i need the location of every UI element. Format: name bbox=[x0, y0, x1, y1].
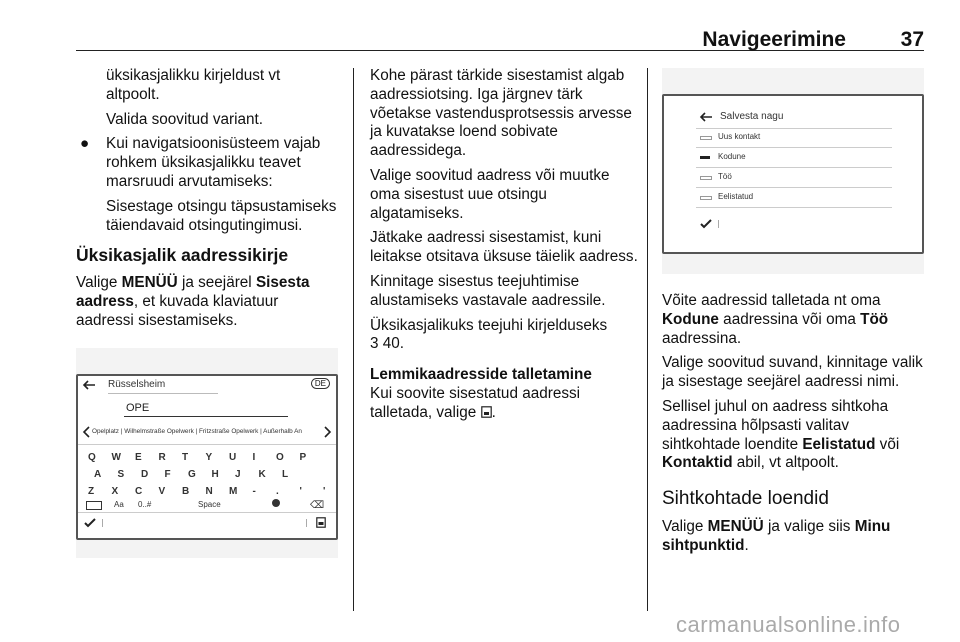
checkmark-icon[interactable] bbox=[700, 219, 712, 229]
keyboard-key[interactable]: F bbox=[164, 469, 171, 480]
keyboard-key[interactable]: N bbox=[205, 486, 213, 497]
checkmark-icon[interactable] bbox=[84, 518, 96, 528]
keyboard-key[interactable]: G bbox=[188, 469, 196, 480]
paragraph: Sisestage otsingu täpsustamiseks täiendavaid otsingutingimusi. bbox=[106, 197, 337, 234]
keyboard-key[interactable]: B bbox=[182, 486, 190, 497]
keyboard-icon[interactable] bbox=[86, 501, 102, 510]
menu-item[interactable] bbox=[696, 128, 892, 148]
paragraph: Valige MENÜÜ ja seejärel Sisesta aadress, et kuvada klaviatuur aadressi sisestamiseks. bbox=[76, 274, 310, 329]
bullet-icon: ● bbox=[80, 135, 90, 153]
option-marker-icon bbox=[700, 176, 712, 180]
paragraph: Kinnitage sisestus teejuhtimise alustamiseks vastavale aadressile. bbox=[370, 272, 606, 309]
keyboard-key[interactable]: U bbox=[229, 452, 237, 463]
keyboard-key[interactable]: J bbox=[235, 469, 241, 480]
page-header bbox=[76, 30, 924, 51]
page-ref-icon: 3 bbox=[370, 335, 379, 353]
keyboard-figure bbox=[76, 348, 338, 558]
column-1 bbox=[76, 67, 338, 337]
keyboard-key[interactable]: I bbox=[252, 452, 256, 463]
keyboard-key[interactable]: K bbox=[258, 469, 266, 480]
keyboard-key[interactable]: C bbox=[135, 486, 143, 497]
keyboard-key[interactable]: - bbox=[252, 486, 256, 497]
keyboard-key[interactable]: T bbox=[182, 452, 189, 463]
chevron-left-icon[interactable] bbox=[82, 426, 90, 438]
menu-item-label: Kodune bbox=[718, 152, 746, 161]
backspace-icon[interactable]: ⌫ bbox=[310, 500, 325, 511]
display-screen bbox=[662, 94, 924, 254]
menu-item[interactable] bbox=[696, 188, 892, 208]
numbers-key[interactable]: 0..# bbox=[138, 500, 152, 509]
paragraph: üksikasjalikku kirjeldust vt altpoolt. bbox=[106, 67, 281, 103]
keyboard-key[interactable]: P bbox=[299, 452, 307, 463]
country-badge[interactable]: DE bbox=[311, 378, 330, 389]
menu-title: Salvesta nagu bbox=[720, 111, 784, 122]
section-heading: Lemmikaadresside talletamine bbox=[370, 366, 592, 384]
save-icon bbox=[481, 406, 492, 418]
city-field[interactable]: Rüsselsheim bbox=[108, 379, 166, 390]
keyboard-key[interactable]: A bbox=[94, 469, 102, 480]
column-divider bbox=[353, 68, 354, 611]
back-arrow-icon[interactable] bbox=[699, 112, 713, 122]
column-2 bbox=[370, 67, 638, 429]
paragraph: Kohe pärast tärkide sisestamist algab aadressiotsing. Iga järgnev tärk võetakse vastendusprotsessis arvesse ja kuvatakse loend sobivate aadressidega. bbox=[370, 67, 632, 160]
menu-item[interactable] bbox=[696, 148, 892, 168]
keyboard-key[interactable]: ' bbox=[323, 486, 326, 497]
keyboard-key[interactable]: O bbox=[276, 452, 284, 463]
keyboard-key[interactable]: E bbox=[135, 452, 142, 463]
keyboard-key[interactable]: X bbox=[111, 486, 119, 497]
section-heading: Sihtkohtade loendid bbox=[662, 488, 829, 510]
space-key[interactable]: Space bbox=[198, 500, 221, 509]
keyboard-key[interactable]: V bbox=[158, 486, 166, 497]
menu-item-label: Töö bbox=[718, 172, 732, 181]
keyboard-key[interactable]: . bbox=[276, 486, 279, 497]
column-3 bbox=[662, 292, 924, 562]
option-marker-icon bbox=[700, 136, 712, 140]
keyboard-key[interactable]: Q bbox=[88, 452, 96, 463]
keyboard-key[interactable]: Z bbox=[88, 486, 95, 497]
voice-input-icon[interactable] bbox=[272, 499, 280, 507]
paragraph: Kui soovite sisestatud aadressi talletada, valige . bbox=[370, 384, 581, 421]
section-heading: Üksikasjalik aadressikirje bbox=[76, 245, 289, 266]
page-number: 37 bbox=[900, 28, 924, 51]
keyboard-key[interactable]: M bbox=[229, 486, 238, 497]
option-marker-icon bbox=[700, 196, 712, 200]
paragraph: Valige MENÜÜ ja valige siis Minu sihtpunktid. bbox=[662, 518, 891, 554]
keyboard-key[interactable]: W bbox=[111, 452, 121, 463]
suggestion-list[interactable]: Opelplatz | Wilhelmstraße Opelwerk | Fritzstraße Opelwerk | Außerhalb An bbox=[92, 428, 302, 435]
address-input[interactable]: OPE bbox=[126, 402, 150, 414]
chevron-right-icon[interactable] bbox=[324, 426, 332, 438]
keyboard-key[interactable]: ' bbox=[299, 486, 302, 497]
save-icon[interactable] bbox=[316, 517, 326, 528]
selected-marker-icon bbox=[700, 156, 710, 159]
paragraph: Valige soovitud aadress või muutke oma sisestust uue otsingu algatamiseks. bbox=[370, 166, 610, 222]
menu-item[interactable] bbox=[696, 168, 892, 188]
case-toggle-key[interactable]: Aa bbox=[114, 500, 124, 509]
column-divider bbox=[647, 68, 648, 611]
keyboard-key[interactable]: Y bbox=[205, 452, 213, 463]
keyboard-key[interactable]: R bbox=[158, 452, 166, 463]
paragraph: Sellisel juhul on aadress sihtkoha aadressina hõlpsasti valitav sihtkohtade loendite Eelistatud või Kontaktid abil, vt altpoolt. bbox=[662, 397, 900, 472]
paragraph: Valige soovitud suvand, kinnitage valik ja sisestage seejärel aadressi nimi. bbox=[662, 354, 923, 391]
save-as-menu bbox=[696, 107, 892, 235]
bullet-item: ● Kui navigatsioonisüsteem vajab rohkem üksikasjalikku teavet marsruudi arvutamiseks: bbox=[80, 135, 321, 190]
paragraph: Üksikasjalikuks teejuhi kirjelduseks 3 40. bbox=[370, 316, 608, 353]
keyboard-key[interactable]: S bbox=[117, 469, 125, 480]
keyboard-key[interactable]: H bbox=[211, 469, 219, 480]
save-as-figure bbox=[662, 68, 924, 274]
keyboard-key[interactable]: L bbox=[282, 469, 289, 480]
back-arrow-icon[interactable] bbox=[82, 380, 96, 390]
display-screen bbox=[76, 374, 338, 540]
menu-item-label: Eelistatud bbox=[718, 192, 754, 201]
chapter-title: Navigeerimine bbox=[702, 28, 846, 51]
keyboard-key[interactable]: D bbox=[141, 469, 149, 480]
paragraph: Jätkake aadressi sisestamist, kuni leitakse otsitava üksuse täielik aadress. bbox=[370, 229, 638, 266]
menu-header bbox=[696, 107, 892, 129]
paragraph: Võite aadressid talletada nt oma Kodune aadressina või oma Töö aadressina. bbox=[662, 292, 889, 347]
watermark: carmanualsonline.info bbox=[676, 612, 901, 637]
menu-item-label: Uus kontakt bbox=[718, 132, 761, 141]
paragraph: Valida soovitud variant. bbox=[106, 110, 264, 128]
